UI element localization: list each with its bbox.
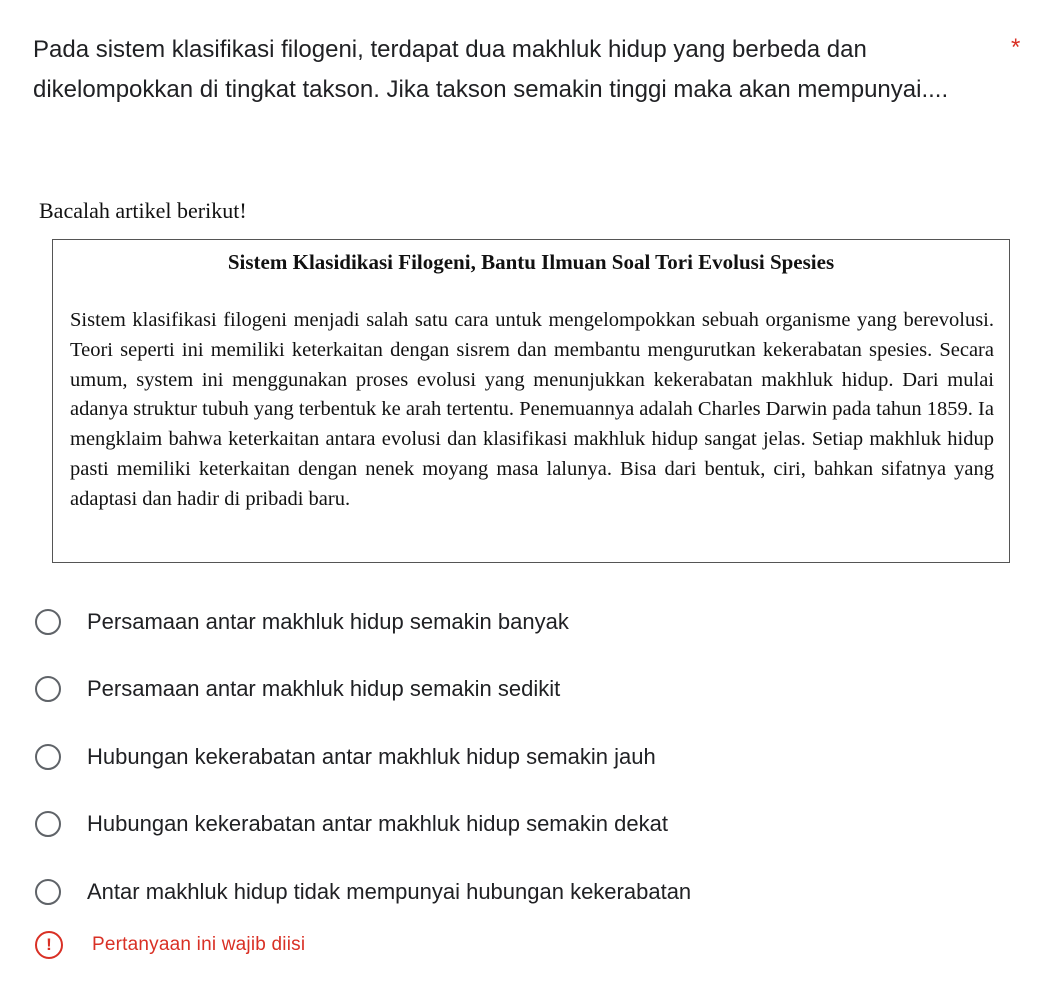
option-2[interactable]	[33, 656, 1013, 724]
required-marker: *	[1011, 34, 1021, 61]
article-image	[33, 195, 1018, 570]
option-label: Hubungan kekerabatan antar makhluk hidup semakin dekat	[87, 811, 668, 837]
radio-button-1[interactable]	[35, 609, 61, 635]
validation-error	[33, 931, 305, 959]
option-label: Hubungan kekerabatan antar makhluk hidup semakin jauh	[87, 743, 656, 769]
option-label: Persamaan antar makhluk hidup semakin sedikit	[87, 676, 561, 702]
radio-button-3[interactable]	[35, 744, 61, 770]
radio-button-5[interactable]	[35, 879, 61, 905]
article-title: Sistem Klasidikasi Filogeni, Bantu Ilmuan Soal Tori Evolusi Spesies	[227, 250, 835, 274]
option-5[interactable]	[33, 858, 1013, 926]
option-4[interactable]	[33, 791, 1013, 859]
option-1[interactable]	[33, 588, 1013, 656]
article-body: Sistem klasifikasi filogeni menjadi salah satu cara untuk mengelompokkan sebuah organisme yang berevolusi. Teori seperti ini memiliki keterkaitan dengan sisrem dan membantu mengurutkan kekerabatan spesies. Secara umum, system ini menggunakan proses evolusi yang menunjukkan kekerabatan makhluk hidup. Dari mulai adanya struktur tubuh yang terbentuk ke arah tertentu. Penemuannya adalah Charles Darwin pada tahun 1859. Ia mengklaim bahwa keterkaitan antara evolusi dan klasifikasi makhluk hidup sangat jelas. Setiap makhluk hidup pasti memiliki keterkaitan dengan nenek moyang masa lalunya. Bisa dari bentuk, ciri, bahkan sifatnya yang adaptasi dan hadir di pribadi baru.	[70, 309, 994, 510]
article-intro: Bacalah artikel berikut!	[39, 198, 247, 223]
error-message: Pertanyaan ini wajib diisi	[92, 934, 306, 955]
radio-button-2[interactable]	[35, 676, 61, 702]
error-icon: !	[35, 931, 63, 959]
question-title: Pada sistem klasifikasi filogeni, terdapat dua makhluk hidup yang berbeda dan dikelompokkan di tingkat takson. Jika takson semakin tinggi maka akan mempunyai....	[33, 36, 949, 103]
radio-button-4[interactable]	[35, 811, 61, 837]
article-box	[52, 239, 1010, 563]
option-3[interactable]	[33, 723, 1013, 791]
option-label: Persamaan antar makhluk hidup semakin banyak	[87, 608, 569, 634]
answer-options	[33, 588, 1013, 926]
option-label: Antar makhluk hidup tidak mempunyai hubungan kekerabatan	[87, 878, 692, 904]
